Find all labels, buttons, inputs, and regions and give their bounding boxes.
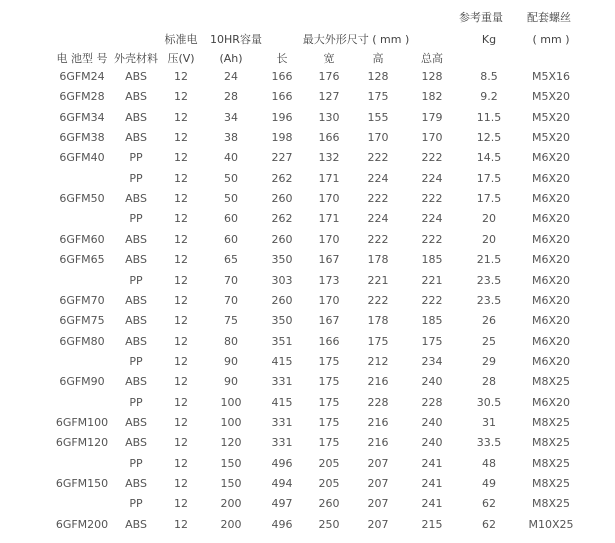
cell-height: 228 <box>367 396 389 409</box>
cell-material: ABS <box>125 477 147 490</box>
cell-length: 496 <box>271 518 293 531</box>
cell-length: 198 <box>271 131 293 144</box>
cell-weight: 33.5 <box>476 436 502 449</box>
cell-capacity: 50 <box>224 192 238 205</box>
cell-weight: 17.5 <box>476 172 502 185</box>
cell-weight: 23.5 <box>476 294 502 307</box>
cell-bolt: M5X20 <box>531 90 571 103</box>
cell-width: 205 <box>318 477 340 490</box>
cell-bolt: M6X20 <box>531 294 571 307</box>
cell-total-height: 222 <box>421 151 443 164</box>
cell-width: 205 <box>318 457 340 470</box>
cell-weight: 62 <box>482 497 496 510</box>
cell-material: ABS <box>125 131 147 144</box>
cell-weight: 20 <box>482 233 496 246</box>
header-max-dimensions: 最大外形尺寸 ( mm ) <box>302 33 410 46</box>
cell-voltage: 12 <box>174 314 188 327</box>
cell-total-height: 215 <box>421 518 443 531</box>
header-width: 宽 <box>323 52 335 65</box>
cell-capacity: 40 <box>224 151 238 164</box>
cell-width: 175 <box>318 355 340 368</box>
cell-width: 170 <box>318 192 340 205</box>
cell-height: 170 <box>367 131 389 144</box>
cell-height: 222 <box>367 192 389 205</box>
cell-length: 415 <box>271 396 293 409</box>
cell-bolt: M6X20 <box>531 314 571 327</box>
cell-weight: 20 <box>482 212 496 225</box>
cell-total-height: 222 <box>421 233 443 246</box>
cell-bolt: M6X20 <box>531 355 571 368</box>
cell-bolt: M6X20 <box>531 233 571 246</box>
cell-bolt: M6X20 <box>531 172 571 185</box>
cell-total-height: 241 <box>421 497 443 510</box>
cell-capacity: 38 <box>224 131 238 144</box>
cell-material: ABS <box>125 233 147 246</box>
cell-material: PP <box>129 396 143 409</box>
cell-capacity: 200 <box>220 518 242 531</box>
cell-width: 175 <box>318 436 340 449</box>
cell-model: 6GFM50 <box>59 192 105 205</box>
cell-length: 227 <box>271 151 293 164</box>
cell-bolt: M8X25 <box>531 375 571 388</box>
cell-width: 171 <box>318 212 340 225</box>
cell-voltage: 12 <box>174 477 188 490</box>
header-length: 长 <box>276 52 288 65</box>
cell-height: 222 <box>367 294 389 307</box>
cell-material: PP <box>129 274 143 287</box>
cell-height: 128 <box>367 70 389 83</box>
cell-material: PP <box>129 172 143 185</box>
cell-capacity: 65 <box>224 253 238 266</box>
cell-weight: 31 <box>482 416 496 429</box>
cell-total-height: 224 <box>421 172 443 185</box>
cell-capacity: 100 <box>220 416 242 429</box>
cell-length: 331 <box>271 375 293 388</box>
cell-total-height: 228 <box>421 396 443 409</box>
cell-bolt: M6X20 <box>531 396 571 409</box>
cell-weight: 14.5 <box>476 151 502 164</box>
cell-model: 6GFM60 <box>59 233 105 246</box>
cell-height: 207 <box>367 457 389 470</box>
header-bolt: 配套螺丝 <box>527 11 571 24</box>
cell-width: 170 <box>318 233 340 246</box>
cell-model: 6GFM38 <box>59 131 105 144</box>
cell-capacity: 90 <box>224 355 238 368</box>
cell-length: 497 <box>271 497 293 510</box>
cell-height: 222 <box>367 233 389 246</box>
cell-total-height: 185 <box>421 314 443 327</box>
cell-voltage: 12 <box>174 436 188 449</box>
cell-capacity: 90 <box>224 375 238 388</box>
cell-total-height: 224 <box>421 212 443 225</box>
cell-voltage: 12 <box>174 375 188 388</box>
cell-bolt: M8X25 <box>531 416 571 429</box>
cell-total-height: 240 <box>421 436 443 449</box>
cell-voltage: 12 <box>174 212 188 225</box>
cell-weight: 29 <box>482 355 496 368</box>
cell-material: ABS <box>125 436 147 449</box>
cell-capacity: 70 <box>224 294 238 307</box>
cell-capacity: 200 <box>220 497 242 510</box>
cell-total-height: 182 <box>421 90 443 103</box>
cell-bolt: M8X25 <box>531 436 571 449</box>
cell-capacity: 60 <box>224 233 238 246</box>
cell-total-height: 221 <box>421 274 443 287</box>
cell-capacity: 60 <box>224 212 238 225</box>
cell-height: 224 <box>367 212 389 225</box>
cell-material: ABS <box>125 70 147 83</box>
cell-total-height: 241 <box>421 457 443 470</box>
cell-capacity: 150 <box>220 477 242 490</box>
cell-model: 6GFM200 <box>55 518 109 531</box>
cell-width: 167 <box>318 314 340 327</box>
cell-bolt: M5X20 <box>531 131 571 144</box>
header-nominal-voltage: 标准电 <box>164 33 198 46</box>
cell-material: ABS <box>125 192 147 205</box>
header-model: 电 池型 号 <box>56 52 108 65</box>
cell-voltage: 12 <box>174 90 188 103</box>
cell-weight: 12.5 <box>476 131 502 144</box>
cell-capacity: 24 <box>224 70 238 83</box>
cell-height: 207 <box>367 477 389 490</box>
cell-model: 6GFM70 <box>59 294 105 307</box>
cell-capacity: 70 <box>224 274 238 287</box>
cell-material: ABS <box>125 335 147 348</box>
cell-width: 166 <box>318 335 340 348</box>
cell-width: 166 <box>318 131 340 144</box>
cell-model: 6GFM90 <box>59 375 105 388</box>
cell-weight: 23.5 <box>476 274 502 287</box>
header-height: 高 <box>372 52 384 65</box>
cell-width: 250 <box>318 518 340 531</box>
cell-length: 303 <box>271 274 293 287</box>
cell-total-height: 179 <box>421 111 443 124</box>
cell-voltage: 12 <box>174 335 188 348</box>
cell-weight: 28 <box>482 375 496 388</box>
cell-length: 350 <box>271 253 293 266</box>
cell-model: 6GFM40 <box>59 151 105 164</box>
cell-voltage: 12 <box>174 253 188 266</box>
cell-width: 260 <box>318 497 340 510</box>
cell-voltage: 12 <box>174 396 188 409</box>
cell-width: 127 <box>318 90 340 103</box>
cell-weight: 30.5 <box>476 396 502 409</box>
cell-width: 173 <box>318 274 340 287</box>
cell-height: 221 <box>367 274 389 287</box>
cell-height: 224 <box>367 172 389 185</box>
cell-model: 6GFM75 <box>59 314 105 327</box>
cell-voltage: 12 <box>174 70 188 83</box>
cell-voltage: 12 <box>174 294 188 307</box>
cell-voltage: 12 <box>174 233 188 246</box>
cell-total-height: 185 <box>421 253 443 266</box>
cell-voltage: 12 <box>174 274 188 287</box>
cell-height: 207 <box>367 497 389 510</box>
cell-width: 176 <box>318 70 340 83</box>
cell-weight: 17.5 <box>476 192 502 205</box>
cell-voltage: 12 <box>174 416 188 429</box>
cell-voltage: 12 <box>174 111 188 124</box>
cell-length: 260 <box>271 294 293 307</box>
cell-material: ABS <box>125 375 147 388</box>
cell-bolt: M8X25 <box>531 457 571 470</box>
cell-bolt: M10X25 <box>528 518 574 531</box>
cell-length: 350 <box>271 314 293 327</box>
cell-capacity: 34 <box>224 111 238 124</box>
cell-material: ABS <box>125 416 147 429</box>
cell-height: 216 <box>367 375 389 388</box>
cell-height: 155 <box>367 111 389 124</box>
cell-height: 216 <box>367 436 389 449</box>
cell-length: 196 <box>271 111 293 124</box>
header-total-height: 总高 <box>421 52 443 65</box>
cell-voltage: 12 <box>174 192 188 205</box>
cell-voltage: 12 <box>174 457 188 470</box>
header-ref-weight: 参考重量 <box>459 11 503 24</box>
cell-length: 260 <box>271 233 293 246</box>
header-capacity: 10HR容量 <box>210 33 262 46</box>
cell-capacity: 120 <box>220 436 242 449</box>
cell-model: 6GFM34 <box>59 111 105 124</box>
cell-material: PP <box>129 151 143 164</box>
cell-model: 6GFM100 <box>55 416 109 429</box>
cell-height: 207 <box>367 518 389 531</box>
cell-height: 216 <box>367 416 389 429</box>
cell-material: PP <box>129 457 143 470</box>
cell-bolt: M8X25 <box>531 497 571 510</box>
header-weight-unit: Kg <box>481 33 497 46</box>
cell-length: 166 <box>271 90 293 103</box>
cell-bolt: M8X25 <box>531 477 571 490</box>
cell-material: ABS <box>125 518 147 531</box>
header-bolt-unit: ( mm ) <box>532 33 570 46</box>
cell-total-height: 175 <box>421 335 443 348</box>
cell-capacity: 100 <box>220 396 242 409</box>
cell-material: ABS <box>125 111 147 124</box>
cell-total-height: 241 <box>421 477 443 490</box>
cell-weight: 25 <box>482 335 496 348</box>
cell-total-height: 240 <box>421 416 443 429</box>
cell-height: 175 <box>367 90 389 103</box>
header-capacity-unit: (Ah) <box>219 52 243 65</box>
cell-model: 6GFM24 <box>59 70 105 83</box>
cell-width: 132 <box>318 151 340 164</box>
cell-capacity: 150 <box>220 457 242 470</box>
cell-bolt: M6X20 <box>531 274 571 287</box>
header-voltage-unit: 压(V) <box>167 52 195 65</box>
cell-width: 130 <box>318 111 340 124</box>
cell-material: ABS <box>125 90 147 103</box>
cell-width: 167 <box>318 253 340 266</box>
cell-length: 260 <box>271 192 293 205</box>
cell-material: PP <box>129 355 143 368</box>
cell-total-height: 222 <box>421 294 443 307</box>
cell-weight: 49 <box>482 477 496 490</box>
cell-voltage: 12 <box>174 355 188 368</box>
cell-length: 262 <box>271 212 293 225</box>
cell-material: ABS <box>125 314 147 327</box>
cell-capacity: 28 <box>224 90 238 103</box>
cell-width: 175 <box>318 396 340 409</box>
cell-weight: 48 <box>482 457 496 470</box>
cell-bolt: M6X20 <box>531 335 571 348</box>
cell-capacity: 75 <box>224 314 238 327</box>
cell-width: 170 <box>318 294 340 307</box>
header-shell-material: 外壳材料 <box>114 52 158 65</box>
cell-material: ABS <box>125 253 147 266</box>
cell-material: ABS <box>125 294 147 307</box>
cell-width: 175 <box>318 416 340 429</box>
cell-total-height: 240 <box>421 375 443 388</box>
cell-model: 6GFM80 <box>59 335 105 348</box>
cell-bolt: M5X20 <box>531 111 571 124</box>
cell-model: 6GFM150 <box>55 477 109 490</box>
cell-width: 175 <box>318 375 340 388</box>
cell-material: PP <box>129 212 143 225</box>
cell-width: 171 <box>318 172 340 185</box>
cell-weight: 26 <box>482 314 496 327</box>
cell-model: 6GFM65 <box>59 253 105 266</box>
cell-height: 175 <box>367 335 389 348</box>
cell-length: 331 <box>271 416 293 429</box>
cell-weight: 9.2 <box>480 90 498 103</box>
cell-length: 166 <box>271 70 293 83</box>
cell-capacity: 50 <box>224 172 238 185</box>
cell-weight: 8.5 <box>480 70 498 83</box>
cell-material: PP <box>129 497 143 510</box>
cell-total-height: 234 <box>421 355 443 368</box>
cell-bolt: M5X16 <box>531 70 571 83</box>
cell-voltage: 12 <box>174 497 188 510</box>
cell-total-height: 128 <box>421 70 443 83</box>
cell-weight: 11.5 <box>476 111 502 124</box>
cell-model: 6GFM120 <box>55 436 109 449</box>
cell-voltage: 12 <box>174 172 188 185</box>
cell-model: 6GFM28 <box>59 90 105 103</box>
cell-length: 494 <box>271 477 293 490</box>
cell-bolt: M6X20 <box>531 212 571 225</box>
cell-bolt: M6X20 <box>531 151 571 164</box>
cell-total-height: 222 <box>421 192 443 205</box>
cell-capacity: 80 <box>224 335 238 348</box>
cell-voltage: 12 <box>174 151 188 164</box>
cell-bolt: M6X20 <box>531 253 571 266</box>
cell-length: 262 <box>271 172 293 185</box>
cell-voltage: 12 <box>174 131 188 144</box>
cell-length: 415 <box>271 355 293 368</box>
cell-height: 178 <box>367 314 389 327</box>
cell-height: 222 <box>367 151 389 164</box>
cell-weight: 62 <box>482 518 496 531</box>
cell-bolt: M6X20 <box>531 192 571 205</box>
cell-weight: 21.5 <box>476 253 502 266</box>
cell-length: 496 <box>271 457 293 470</box>
cell-height: 212 <box>367 355 389 368</box>
cell-height: 178 <box>367 253 389 266</box>
cell-voltage: 12 <box>174 518 188 531</box>
cell-length: 331 <box>271 436 293 449</box>
cell-total-height: 170 <box>421 131 443 144</box>
cell-length: 351 <box>271 335 293 348</box>
